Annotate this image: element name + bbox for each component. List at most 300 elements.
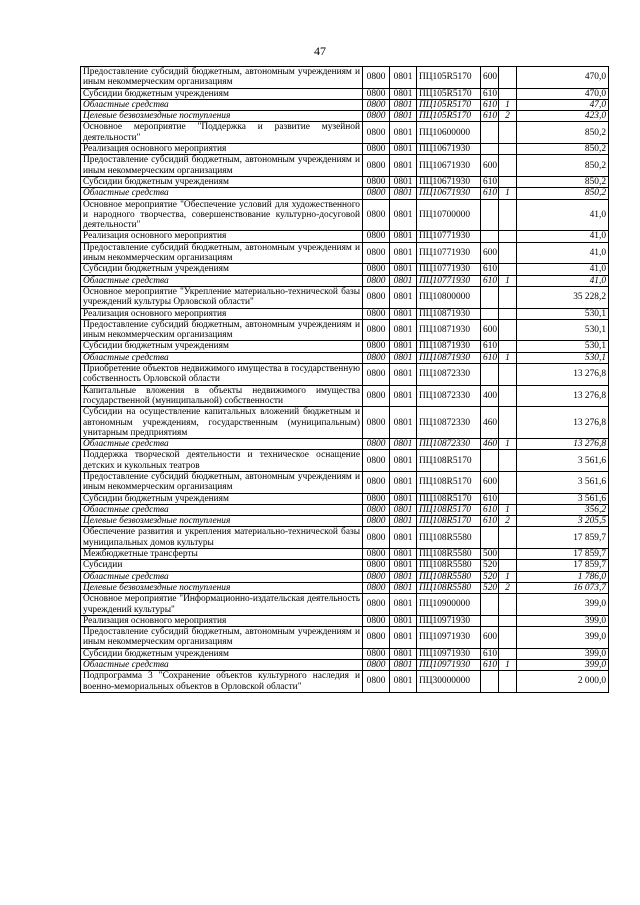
funding-source-cell: 2 bbox=[499, 111, 517, 122]
target-article-cell: ПЦ10971930 bbox=[417, 660, 481, 671]
subsection-code-cell: 0801 bbox=[390, 341, 417, 352]
funding-source-cell bbox=[499, 385, 517, 407]
subsection-code-cell: 0801 bbox=[390, 264, 417, 275]
section-code-cell: 0800 bbox=[363, 122, 390, 144]
target-article-cell: ПЦ10771930 bbox=[417, 231, 481, 242]
subsection-code-cell: 0801 bbox=[390, 450, 417, 472]
subsection-code-cell: 0801 bbox=[390, 407, 417, 439]
subsection-code-cell: 0801 bbox=[390, 648, 417, 659]
expense-type-cell: 610 bbox=[481, 341, 499, 352]
subsection-code-cell: 0801 bbox=[390, 571, 417, 582]
table-row bbox=[81, 615, 609, 626]
subsection-code-cell: 0801 bbox=[390, 615, 417, 626]
table-row bbox=[81, 67, 609, 89]
expense-type-cell: 610 bbox=[481, 275, 499, 286]
funding-source-cell bbox=[499, 144, 517, 155]
target-article-cell: ПЦ10771930 bbox=[417, 242, 481, 264]
row-name-cell: Основное мероприятие "Информационно-издательская деятельность учреждений культуры" bbox=[81, 594, 363, 616]
expense-type-cell: 520 bbox=[481, 571, 499, 582]
table-row bbox=[81, 364, 609, 386]
target-article-cell: ПЦ105R5170 bbox=[417, 67, 481, 89]
row-name-cell: Поддержка творческой деятельности и техническое оснащение детских и кукольных театров bbox=[81, 450, 363, 472]
expense-type-cell: 610 bbox=[481, 504, 499, 515]
expense-type-cell: 610 bbox=[481, 264, 499, 275]
subsection-code-cell: 0801 bbox=[390, 594, 417, 616]
row-name-cell: Межбюджетные трансферты bbox=[81, 549, 363, 560]
expense-type-cell: 520 bbox=[481, 582, 499, 593]
expense-type-cell: 400 bbox=[481, 385, 499, 407]
funding-source-cell bbox=[499, 594, 517, 616]
subsection-code-cell: 0801 bbox=[390, 176, 417, 187]
row-name-cell: Предоставление субсидий бюджетным, автономным учреждениям и иным некоммерческим организациям bbox=[81, 242, 363, 264]
table-row bbox=[81, 493, 609, 504]
expense-type-cell bbox=[481, 594, 499, 616]
table-body bbox=[81, 67, 609, 693]
amount-cell: 3 561,6 bbox=[517, 450, 609, 472]
subsection-code-cell: 0801 bbox=[390, 527, 417, 549]
budget-table bbox=[80, 66, 609, 693]
expense-type-cell: 610 bbox=[481, 493, 499, 504]
expense-type-cell: 610 bbox=[481, 111, 499, 122]
subsection-code-cell: 0801 bbox=[390, 439, 417, 450]
amount-cell: 2 000,0 bbox=[517, 671, 609, 693]
subsection-code-cell: 0801 bbox=[390, 188, 417, 199]
target-article-cell: ПЦ10872330 bbox=[417, 439, 481, 450]
expense-type-cell bbox=[481, 144, 499, 155]
subsection-code-cell: 0801 bbox=[390, 155, 417, 177]
expense-type-cell: 610 bbox=[481, 88, 499, 99]
row-name-cell: Областные средства bbox=[81, 188, 363, 199]
section-code-cell: 0800 bbox=[363, 341, 390, 352]
subsection-code-cell: 0801 bbox=[390, 242, 417, 264]
amount-cell: 13 276,8 bbox=[517, 364, 609, 386]
amount-cell: 3 205,5 bbox=[517, 516, 609, 527]
funding-source-cell bbox=[499, 648, 517, 659]
amount-cell: 399,0 bbox=[517, 615, 609, 626]
subsection-code-cell: 0801 bbox=[390, 122, 417, 144]
subsection-code-cell: 0801 bbox=[390, 549, 417, 560]
target-article-cell: ПЦ10971930 bbox=[417, 627, 481, 649]
section-code-cell: 0800 bbox=[363, 571, 390, 582]
row-name-cell: Целевые безвозмездные поступления bbox=[81, 582, 363, 593]
subsection-code-cell: 0801 bbox=[390, 319, 417, 341]
funding-source-cell bbox=[499, 450, 517, 472]
funding-source-cell bbox=[499, 88, 517, 99]
amount-cell: 850,2 bbox=[517, 155, 609, 177]
section-code-cell: 0800 bbox=[363, 560, 390, 571]
section-code-cell: 0800 bbox=[363, 615, 390, 626]
row-name-cell: Субсидии бюджетным учреждениям bbox=[81, 88, 363, 99]
funding-source-cell bbox=[499, 155, 517, 177]
subsection-code-cell: 0801 bbox=[390, 471, 417, 493]
amount-cell: 850,2 bbox=[517, 122, 609, 144]
target-article-cell: ПЦ10800000 bbox=[417, 286, 481, 308]
section-code-cell: 0800 bbox=[363, 286, 390, 308]
subsection-code-cell: 0801 bbox=[390, 308, 417, 319]
target-article-cell: ПЦ10872330 bbox=[417, 385, 481, 407]
subsection-code-cell: 0801 bbox=[390, 493, 417, 504]
amount-cell: 470,0 bbox=[517, 88, 609, 99]
section-code-cell: 0800 bbox=[363, 516, 390, 527]
section-code-cell: 0800 bbox=[363, 450, 390, 472]
table-row bbox=[81, 111, 609, 122]
amount-cell: 13 276,8 bbox=[517, 439, 609, 450]
expense-type-cell: 600 bbox=[481, 319, 499, 341]
subsection-code-cell: 0801 bbox=[390, 582, 417, 593]
funding-source-cell: 2 bbox=[499, 582, 517, 593]
section-code-cell: 0800 bbox=[363, 144, 390, 155]
amount-cell: 399,0 bbox=[517, 648, 609, 659]
row-name-cell: Субсидии бюджетным учреждениям bbox=[81, 264, 363, 275]
row-name-cell: Субсидии бюджетным учреждениям bbox=[81, 176, 363, 187]
amount-cell: 470,0 bbox=[517, 67, 609, 89]
funding-source-cell: 1 bbox=[499, 660, 517, 671]
subsection-code-cell: 0801 bbox=[390, 364, 417, 386]
expense-type-cell bbox=[481, 364, 499, 386]
funding-source-cell bbox=[499, 264, 517, 275]
funding-source-cell bbox=[499, 308, 517, 319]
table-row bbox=[81, 176, 609, 187]
expense-type-cell: 610 bbox=[481, 99, 499, 110]
target-article-cell: ПЦ108R5580 bbox=[417, 549, 481, 560]
target-article-cell: ПЦ108R5580 bbox=[417, 582, 481, 593]
row-name-cell: Подпрограмма 3 "Сохранение объектов культурного наследия и военно-мемориальных объектов в Орловской области" bbox=[81, 671, 363, 693]
section-code-cell: 0800 bbox=[363, 176, 390, 187]
amount-cell: 399,0 bbox=[517, 594, 609, 616]
table-row bbox=[81, 188, 609, 199]
table-row bbox=[81, 286, 609, 308]
table-row bbox=[81, 242, 609, 264]
section-code-cell: 0800 bbox=[363, 582, 390, 593]
row-name-cell: Предоставление субсидий бюджетным, автономным учреждениям и иным некоммерческим организациям bbox=[81, 155, 363, 177]
section-code-cell: 0800 bbox=[363, 99, 390, 110]
funding-source-cell bbox=[499, 560, 517, 571]
target-article-cell: ПЦ10971930 bbox=[417, 615, 481, 626]
section-code-cell: 0800 bbox=[363, 549, 390, 560]
subsection-code-cell: 0801 bbox=[390, 231, 417, 242]
subsection-code-cell: 0801 bbox=[390, 660, 417, 671]
expense-type-cell bbox=[481, 122, 499, 144]
expense-type-cell bbox=[481, 671, 499, 693]
amount-cell: 16 073,7 bbox=[517, 582, 609, 593]
subsection-code-cell: 0801 bbox=[390, 111, 417, 122]
funding-source-cell: 2 bbox=[499, 516, 517, 527]
row-name-cell: Областные средства bbox=[81, 571, 363, 582]
funding-source-cell: 1 bbox=[499, 571, 517, 582]
funding-source-cell bbox=[499, 231, 517, 242]
section-code-cell: 0800 bbox=[363, 471, 390, 493]
section-code-cell: 0800 bbox=[363, 275, 390, 286]
funding-source-cell bbox=[499, 319, 517, 341]
section-code-cell: 0800 bbox=[363, 111, 390, 122]
target-article-cell: ПЦ10871930 bbox=[417, 319, 481, 341]
section-code-cell: 0800 bbox=[363, 594, 390, 616]
amount-cell: 41,0 bbox=[517, 231, 609, 242]
row-name-cell: Субсидии бюджетным учреждениям bbox=[81, 341, 363, 352]
row-name-cell: Областные средства bbox=[81, 439, 363, 450]
row-name-cell: Реализация основного мероприятия bbox=[81, 308, 363, 319]
table-row bbox=[81, 308, 609, 319]
target-article-cell: ПЦ10671930 bbox=[417, 155, 481, 177]
amount-cell: 850,2 bbox=[517, 176, 609, 187]
target-article-cell: ПЦ105R5170 bbox=[417, 99, 481, 110]
section-code-cell: 0800 bbox=[363, 648, 390, 659]
table-row bbox=[81, 627, 609, 649]
expense-type-cell: 610 bbox=[481, 660, 499, 671]
expense-type-cell: 610 bbox=[481, 188, 499, 199]
row-name-cell: Субсидии бюджетным учреждениям bbox=[81, 493, 363, 504]
target-article-cell: ПЦ10871930 bbox=[417, 352, 481, 363]
section-code-cell: 0800 bbox=[363, 242, 390, 264]
row-name-cell: Целевые безвозмездные поступления bbox=[81, 111, 363, 122]
table-row bbox=[81, 122, 609, 144]
amount-cell: 1 786,0 bbox=[517, 571, 609, 582]
expense-type-cell bbox=[481, 199, 499, 231]
amount-cell: 356,2 bbox=[517, 504, 609, 515]
amount-cell: 47,0 bbox=[517, 99, 609, 110]
row-name-cell: Основное мероприятие "Поддержка и развитие музейной деятельности" bbox=[81, 122, 363, 144]
amount-cell: 41,0 bbox=[517, 275, 609, 286]
section-code-cell: 0800 bbox=[363, 407, 390, 439]
funding-source-cell bbox=[499, 199, 517, 231]
table-row bbox=[81, 571, 609, 582]
amount-cell: 17 859,7 bbox=[517, 549, 609, 560]
funding-source-cell: 1 bbox=[499, 352, 517, 363]
funding-source-cell bbox=[499, 527, 517, 549]
target-article-cell: ПЦ108R5580 bbox=[417, 571, 481, 582]
row-name-cell: Субсидии бюджетным учреждениям bbox=[81, 648, 363, 659]
target-article-cell: ПЦ10771930 bbox=[417, 275, 481, 286]
funding-source-cell bbox=[499, 122, 517, 144]
table-row bbox=[81, 264, 609, 275]
table-row bbox=[81, 471, 609, 493]
amount-cell: 35 228,2 bbox=[517, 286, 609, 308]
target-article-cell: ПЦ10771930 bbox=[417, 264, 481, 275]
row-name-cell: Предоставление субсидий бюджетным, автономным учреждениям и иным некоммерческим организациям bbox=[81, 627, 363, 649]
expense-type-cell: 610 bbox=[481, 516, 499, 527]
row-name-cell: Предоставление субсидий бюджетным, автономным учреждениям и иным некоммерческим организациям bbox=[81, 319, 363, 341]
amount-cell: 530,1 bbox=[517, 341, 609, 352]
row-name-cell: Обеспечение развития и укрепления материально-технической базы муниципальных домов культуры bbox=[81, 527, 363, 549]
funding-source-cell bbox=[499, 627, 517, 649]
expense-type-cell bbox=[481, 286, 499, 308]
amount-cell: 530,1 bbox=[517, 352, 609, 363]
row-name-cell: Реализация основного мероприятия bbox=[81, 144, 363, 155]
row-name-cell: Приобретение объектов недвижимого имущества в государственную собственность Орловской области bbox=[81, 364, 363, 386]
expense-type-cell: 460 bbox=[481, 407, 499, 439]
section-code-cell: 0800 bbox=[363, 199, 390, 231]
row-name-cell: Реализация основного мероприятия bbox=[81, 231, 363, 242]
target-article-cell: ПЦ10872330 bbox=[417, 407, 481, 439]
row-name-cell: Областные средства bbox=[81, 352, 363, 363]
table-row bbox=[81, 319, 609, 341]
table-row bbox=[81, 516, 609, 527]
subsection-code-cell: 0801 bbox=[390, 144, 417, 155]
target-article-cell: ПЦ108R5170 bbox=[417, 493, 481, 504]
row-name-cell: Областные средства bbox=[81, 660, 363, 671]
funding-source-cell bbox=[499, 493, 517, 504]
expense-type-cell: 600 bbox=[481, 155, 499, 177]
expense-type-cell: 610 bbox=[481, 176, 499, 187]
section-code-cell: 0800 bbox=[363, 231, 390, 242]
target-article-cell: ПЦ108R5170 bbox=[417, 504, 481, 515]
amount-cell: 423,0 bbox=[517, 111, 609, 122]
amount-cell: 17 859,7 bbox=[517, 560, 609, 571]
funding-source-cell: 1 bbox=[499, 99, 517, 110]
funding-source-cell bbox=[499, 615, 517, 626]
funding-source-cell bbox=[499, 176, 517, 187]
expense-type-cell bbox=[481, 527, 499, 549]
table-row bbox=[81, 352, 609, 363]
section-code-cell: 0800 bbox=[363, 527, 390, 549]
section-code-cell: 0800 bbox=[363, 155, 390, 177]
table-row bbox=[81, 594, 609, 616]
table-row bbox=[81, 407, 609, 439]
table-row bbox=[81, 648, 609, 659]
funding-source-cell bbox=[499, 549, 517, 560]
target-article-cell: ПЦ10872330 bbox=[417, 364, 481, 386]
expense-type-cell: 500 bbox=[481, 549, 499, 560]
table-row bbox=[81, 341, 609, 352]
row-name-cell: Реализация основного мероприятия bbox=[81, 615, 363, 626]
section-code-cell: 0800 bbox=[363, 319, 390, 341]
section-code-cell: 0800 bbox=[363, 364, 390, 386]
subsection-code-cell: 0801 bbox=[390, 99, 417, 110]
section-code-cell: 0800 bbox=[363, 439, 390, 450]
table-row bbox=[81, 99, 609, 110]
table-row bbox=[81, 275, 609, 286]
target-article-cell: ПЦ105R5170 bbox=[417, 111, 481, 122]
table-row bbox=[81, 88, 609, 99]
amount-cell: 41,0 bbox=[517, 264, 609, 275]
amount-cell: 850,2 bbox=[517, 188, 609, 199]
target-article-cell: ПЦ10700000 bbox=[417, 199, 481, 231]
page-number: 47 bbox=[314, 44, 326, 58]
row-name-cell: Областные средства bbox=[81, 99, 363, 110]
expense-type-cell: 600 bbox=[481, 627, 499, 649]
amount-cell: 850,2 bbox=[517, 144, 609, 155]
section-code-cell: 0800 bbox=[363, 660, 390, 671]
target-article-cell: ПЦ108R5170 bbox=[417, 471, 481, 493]
subsection-code-cell: 0801 bbox=[390, 199, 417, 231]
subsection-code-cell: 0801 bbox=[390, 627, 417, 649]
target-article-cell: ПЦ10871930 bbox=[417, 341, 481, 352]
target-article-cell: ПЦ10900000 bbox=[417, 594, 481, 616]
funding-source-cell bbox=[499, 67, 517, 89]
subsection-code-cell: 0801 bbox=[390, 286, 417, 308]
target-article-cell: ПЦ10671930 bbox=[417, 188, 481, 199]
section-code-cell: 0800 bbox=[363, 264, 390, 275]
target-article-cell: ПЦ108R5580 bbox=[417, 560, 481, 571]
target-article-cell: ПЦ10671930 bbox=[417, 144, 481, 155]
target-article-cell: ПЦ10871930 bbox=[417, 308, 481, 319]
table-row bbox=[81, 385, 609, 407]
funding-source-cell bbox=[499, 364, 517, 386]
target-article-cell: ПЦ108R5170 bbox=[417, 516, 481, 527]
target-article-cell: ПЦ105R5170 bbox=[417, 88, 481, 99]
amount-cell: 41,0 bbox=[517, 199, 609, 231]
table-row bbox=[81, 199, 609, 231]
table-row bbox=[81, 527, 609, 549]
target-article-cell: ПЦ10600000 bbox=[417, 122, 481, 144]
table-row bbox=[81, 560, 609, 571]
row-name-cell: Субсидии на осуществление капитальных вложений бюджетным и автономным учреждениям, государственным (муниципальным) унитарным предприятиям bbox=[81, 407, 363, 439]
table-row bbox=[81, 582, 609, 593]
row-name-cell: Целевые безвозмездные поступления bbox=[81, 516, 363, 527]
section-code-cell: 0800 bbox=[363, 385, 390, 407]
expense-type-cell: 610 bbox=[481, 352, 499, 363]
funding-source-cell: 1 bbox=[499, 439, 517, 450]
amount-cell: 530,1 bbox=[517, 308, 609, 319]
amount-cell: 41,0 bbox=[517, 242, 609, 264]
row-name-cell: Предоставление субсидий бюджетным, автономным учреждениям и иным некоммерческим организациям bbox=[81, 471, 363, 493]
subsection-code-cell: 0801 bbox=[390, 67, 417, 89]
funding-source-cell: 1 bbox=[499, 188, 517, 199]
row-name-cell: Предоставление субсидий бюджетным, автономным учреждениям и иным некоммерческим организациям bbox=[81, 67, 363, 89]
expense-type-cell: 520 bbox=[481, 560, 499, 571]
section-code-cell: 0800 bbox=[363, 627, 390, 649]
amount-cell: 17 859,7 bbox=[517, 527, 609, 549]
subsection-code-cell: 0801 bbox=[390, 560, 417, 571]
amount-cell: 13 276,8 bbox=[517, 385, 609, 407]
section-code-cell: 0800 bbox=[363, 352, 390, 363]
funding-source-cell bbox=[499, 286, 517, 308]
table-row bbox=[81, 439, 609, 450]
funding-source-cell: 1 bbox=[499, 504, 517, 515]
target-article-cell: ПЦ108R5170 bbox=[417, 450, 481, 472]
row-name-cell: Основное мероприятие "Обеспечение условий для художественного и народного творчества, совершенствование культурно-досуговой деятельности" bbox=[81, 199, 363, 231]
section-code-cell: 0800 bbox=[363, 671, 390, 693]
row-name-cell: Субсидии bbox=[81, 560, 363, 571]
target-article-cell: ПЦ10671930 bbox=[417, 176, 481, 187]
subsection-code-cell: 0801 bbox=[390, 504, 417, 515]
subsection-code-cell: 0801 bbox=[390, 516, 417, 527]
table-row bbox=[81, 231, 609, 242]
table-row bbox=[81, 549, 609, 560]
funding-source-cell bbox=[499, 407, 517, 439]
expense-type-cell bbox=[481, 308, 499, 319]
table-row bbox=[81, 671, 609, 693]
section-code-cell: 0800 bbox=[363, 504, 390, 515]
expense-type-cell bbox=[481, 450, 499, 472]
subsection-code-cell: 0801 bbox=[390, 671, 417, 693]
funding-source-cell: 1 bbox=[499, 275, 517, 286]
target-article-cell: ПЦ30000000 bbox=[417, 671, 481, 693]
table-row bbox=[81, 144, 609, 155]
subsection-code-cell: 0801 bbox=[390, 352, 417, 363]
expense-type-cell bbox=[481, 231, 499, 242]
funding-source-cell bbox=[499, 471, 517, 493]
amount-cell: 399,0 bbox=[517, 627, 609, 649]
expense-type-cell: 600 bbox=[481, 67, 499, 89]
section-code-cell: 0800 bbox=[363, 88, 390, 99]
target-article-cell: ПЦ10971930 bbox=[417, 648, 481, 659]
amount-cell: 530,1 bbox=[517, 319, 609, 341]
table-row bbox=[81, 155, 609, 177]
row-name-cell: Областные средства bbox=[81, 275, 363, 286]
section-code-cell: 0800 bbox=[363, 67, 390, 89]
expense-type-cell: 600 bbox=[481, 471, 499, 493]
amount-cell: 3 561,6 bbox=[517, 471, 609, 493]
row-name-cell: Основное мероприятие "Укрепление материально-технической базы учреждений культуры Орловской области" bbox=[81, 286, 363, 308]
table-row bbox=[81, 660, 609, 671]
expense-type-cell: 460 bbox=[481, 439, 499, 450]
table-row bbox=[81, 504, 609, 515]
amount-cell: 13 276,8 bbox=[517, 407, 609, 439]
amount-cell: 3 561,6 bbox=[517, 493, 609, 504]
subsection-code-cell: 0801 bbox=[390, 275, 417, 286]
table-row bbox=[81, 450, 609, 472]
